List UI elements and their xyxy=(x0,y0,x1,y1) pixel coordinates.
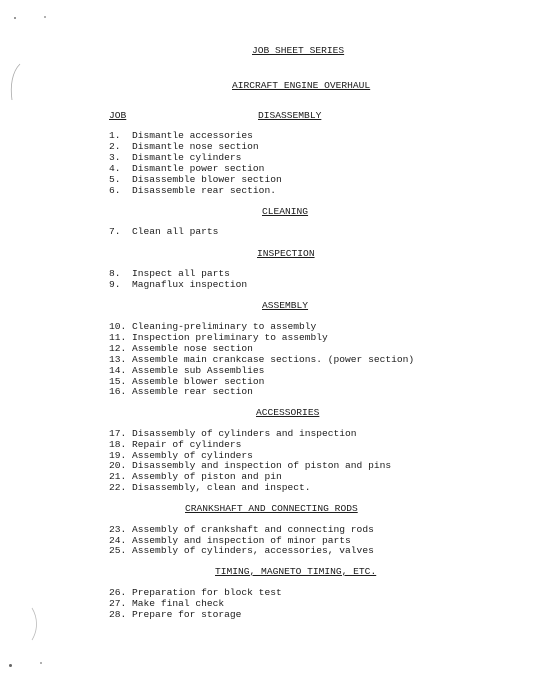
margin-pencil-mark xyxy=(28,606,42,642)
section-heading: ACCESSORIES xyxy=(256,407,320,418)
section-heading: CLEANING xyxy=(262,206,309,217)
scan-speck xyxy=(9,664,12,667)
section-heading: INSPECTION xyxy=(257,248,315,259)
job-column-label: JOB xyxy=(109,110,127,121)
series-title: JOB SHEET SERIES xyxy=(252,45,345,56)
list-item: 2. Dismantle nose section xyxy=(109,141,259,152)
list-item: 26. Preparation for block test xyxy=(109,587,282,598)
list-item: 3. Dismantle cylinders xyxy=(109,152,242,163)
list-item: 20. Disassembly and inspection of piston and pins xyxy=(109,460,392,471)
section-heading: DISASSEMBLY xyxy=(258,110,322,121)
list-item: 15. Assemble blower section xyxy=(109,376,265,387)
subtitle: AIRCRAFT ENGINE OVERHAUL xyxy=(232,80,371,91)
list-item: 24. Assembly and inspection of minor parts xyxy=(109,535,351,546)
list-item: 18. Repair of cylinders xyxy=(109,439,242,450)
margin-pencil-mark xyxy=(6,62,22,102)
scan-speck xyxy=(14,17,16,19)
section-heading: ASSEMBLY xyxy=(262,300,309,311)
list-item: 4. Dismantle power section xyxy=(109,163,265,174)
list-item: 12. Assemble nose section xyxy=(109,343,253,354)
scan-speck xyxy=(44,16,46,18)
list-item: 5. Disassemble blower section xyxy=(109,174,282,185)
list-item: 17. Disassembly of cylinders and inspection xyxy=(109,428,357,439)
list-item: 25. Assembly of cylinders, accessories, valves xyxy=(109,545,374,556)
list-item: 11. Inspection preliminary to assembly xyxy=(109,332,328,343)
list-item: 14. Assemble sub Assemblies xyxy=(109,365,265,376)
list-item: 1. Dismantle accessories xyxy=(109,130,253,141)
list-item: 6. Disassemble rear section. xyxy=(109,185,276,196)
list-item: 19. Assembly of cylinders xyxy=(109,450,253,461)
list-item: 21. Assembly of piston and pin xyxy=(109,471,282,482)
list-item: 16. Assemble rear section xyxy=(109,386,253,397)
list-item: 27. Make final check xyxy=(109,598,225,609)
list-item: 23. Assembly of crankshaft and connecting rods xyxy=(109,524,374,535)
scan-speck xyxy=(40,662,42,664)
list-item: 8. Inspect all parts xyxy=(109,268,230,279)
list-item: 9. Magnaflux inspection xyxy=(109,279,248,290)
list-item: 22. Disassembly, clean and inspect. xyxy=(109,482,311,493)
section-heading: CRANKSHAFT AND CONNECTING RODS xyxy=(185,503,358,514)
list-item: 10. Cleaning-preliminary to assembly xyxy=(109,321,317,332)
list-item: 7. Clean all parts xyxy=(109,226,219,237)
list-item: 13. Assemble main crankcase sections. (power section) xyxy=(109,354,415,365)
section-heading: TIMING, MAGNETO TIMING, ETC. xyxy=(215,566,377,577)
list-item: 28. Prepare for storage xyxy=(109,609,242,620)
